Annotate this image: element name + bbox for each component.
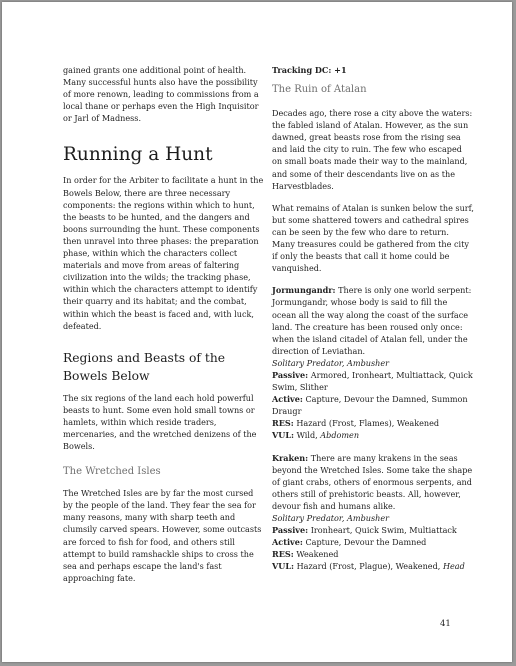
right-column (272, 64, 474, 572)
heading-ruin-of-atalan: The Ruin of Atalan (272, 84, 367, 96)
heading-regions-beasts: Regions and Beasts of the Bowels Below (63, 350, 226, 383)
beast-type: Solitary Predator, Ambusher (272, 513, 389, 523)
passive-label: Passive: (272, 525, 309, 536)
beast-name-jormungandr: Jormungandr: (272, 285, 336, 296)
stat-block-jormungandr (272, 284, 474, 441)
paragraph-ruin-atalan: Decades ago, there rose a city above the waters: the fabled island of Atalan. However, as the sun dawned, great beasts rose from the rising sea and laid the city to ruin. The few who escaped on small boats made their way to the mainland, and some of their descendants live on as the Harvestblades. (272, 108, 473, 191)
stat-block-kraken (272, 452, 474, 573)
page-number: 41 (440, 619, 451, 629)
beast-desc: There is only one world serpent: Jormungandr, whose body is said to fill the ocean all the way along the coast of the surface land. The creature has been roused only once: when the island citadel of Atalan fell, under the direction of Leviathan. (272, 285, 472, 356)
passive-value: Armored, Ironheart, Multiattack, Quick Swim, Slither (272, 369, 473, 393)
paragraph-atalan-remains: What remains of Atalan is sunken below the surf, but some shattered towers and cathedral spires can be seen by the few who dare to return. Many treasures could be gathered from the city if only the beasts that call it home could be vanquished. (272, 202, 474, 274)
beast-type: Solitary Predator, Ambusher (272, 357, 389, 368)
active-value: Capture, Devour the Damned (305, 537, 427, 548)
res-value: Weakened (296, 549, 339, 560)
active-value: Capture, Devour the Damned, Summon Draugr (272, 394, 468, 417)
passive-label: Passive: (272, 369, 309, 380)
heading-running-a-hunt: Running a Hunt (63, 144, 213, 166)
vul-label: VUL: (272, 430, 295, 441)
paragraph-regions: The six regions of the land each hold powerful beasts to hunt. Some even hold small towns or hamlets, within which reside traders, mercenaries, and the wretched denizens of the Bowels. (63, 392, 257, 452)
active-label: Active: (272, 394, 303, 405)
vul-italic: Abdomen (320, 430, 360, 441)
beast-desc: There are many krakens in the seas beyond the Wretched Isles. Some take the shape of giant crabs, others of enormous serpents, and others still of prehistoric beasts. All, however, devour fish and humans alike. (272, 452, 473, 511)
document-page (2, 2, 512, 662)
vul-label: VUL: (272, 561, 295, 572)
tracking-dc: Tracking DC: +1 (272, 65, 347, 75)
left-column (63, 64, 265, 584)
res-label: RES: (272, 549, 294, 560)
paragraph-wretched-isles: The Wretched Isles are by far the most cursed by the people of the land. They fear the sea for many reasons, many with sharp teeth and clumsily carved spears. However, some outcasts are forced to fish for food, and others still attempt to build ramshackle ships to cross the sea and perhaps escape the land's fast approaching fate. (63, 488, 262, 583)
passive-value: Ironheart, Quick Swim, Multiattack (310, 525, 457, 536)
vul-value: Wild, (296, 430, 318, 441)
heading-wretched-isles: The Wretched Isles (63, 466, 161, 478)
active-label: Active: (272, 537, 303, 548)
res-label: RES: (272, 418, 294, 429)
vul-italic: Head (442, 561, 465, 572)
paragraph-health: gained grants one additional point of health. Many successful hunts also have the possibility of more renown, leading to commissions from a local thane or perhaps even the High Inquisitor or Jarl of Madness. (63, 65, 259, 124)
paragraph-running-hunt: In order for the Arbiter to facilitate a hunt in the Bowels Below, there are three necessary components: the regions within which to hunt, the beasts to be hunted, and the dangers and boons surrounding the hunt. These components then unravel into three phases: the preparation phase, within which the characters collect materials and move from areas of faltering civilization into the wilds; the tracking phase, within which the characters attempt to identify their quarry and its habitat; and the combat, within which the beast is faced and, with luck, defeated. (63, 175, 264, 331)
beast-name-kraken: Kraken: (272, 452, 309, 463)
res-value: Hazard (Frost, Flames), Weakened (296, 418, 440, 429)
vul-value: Hazard (Frost, Plague), Weakened, (296, 561, 441, 572)
